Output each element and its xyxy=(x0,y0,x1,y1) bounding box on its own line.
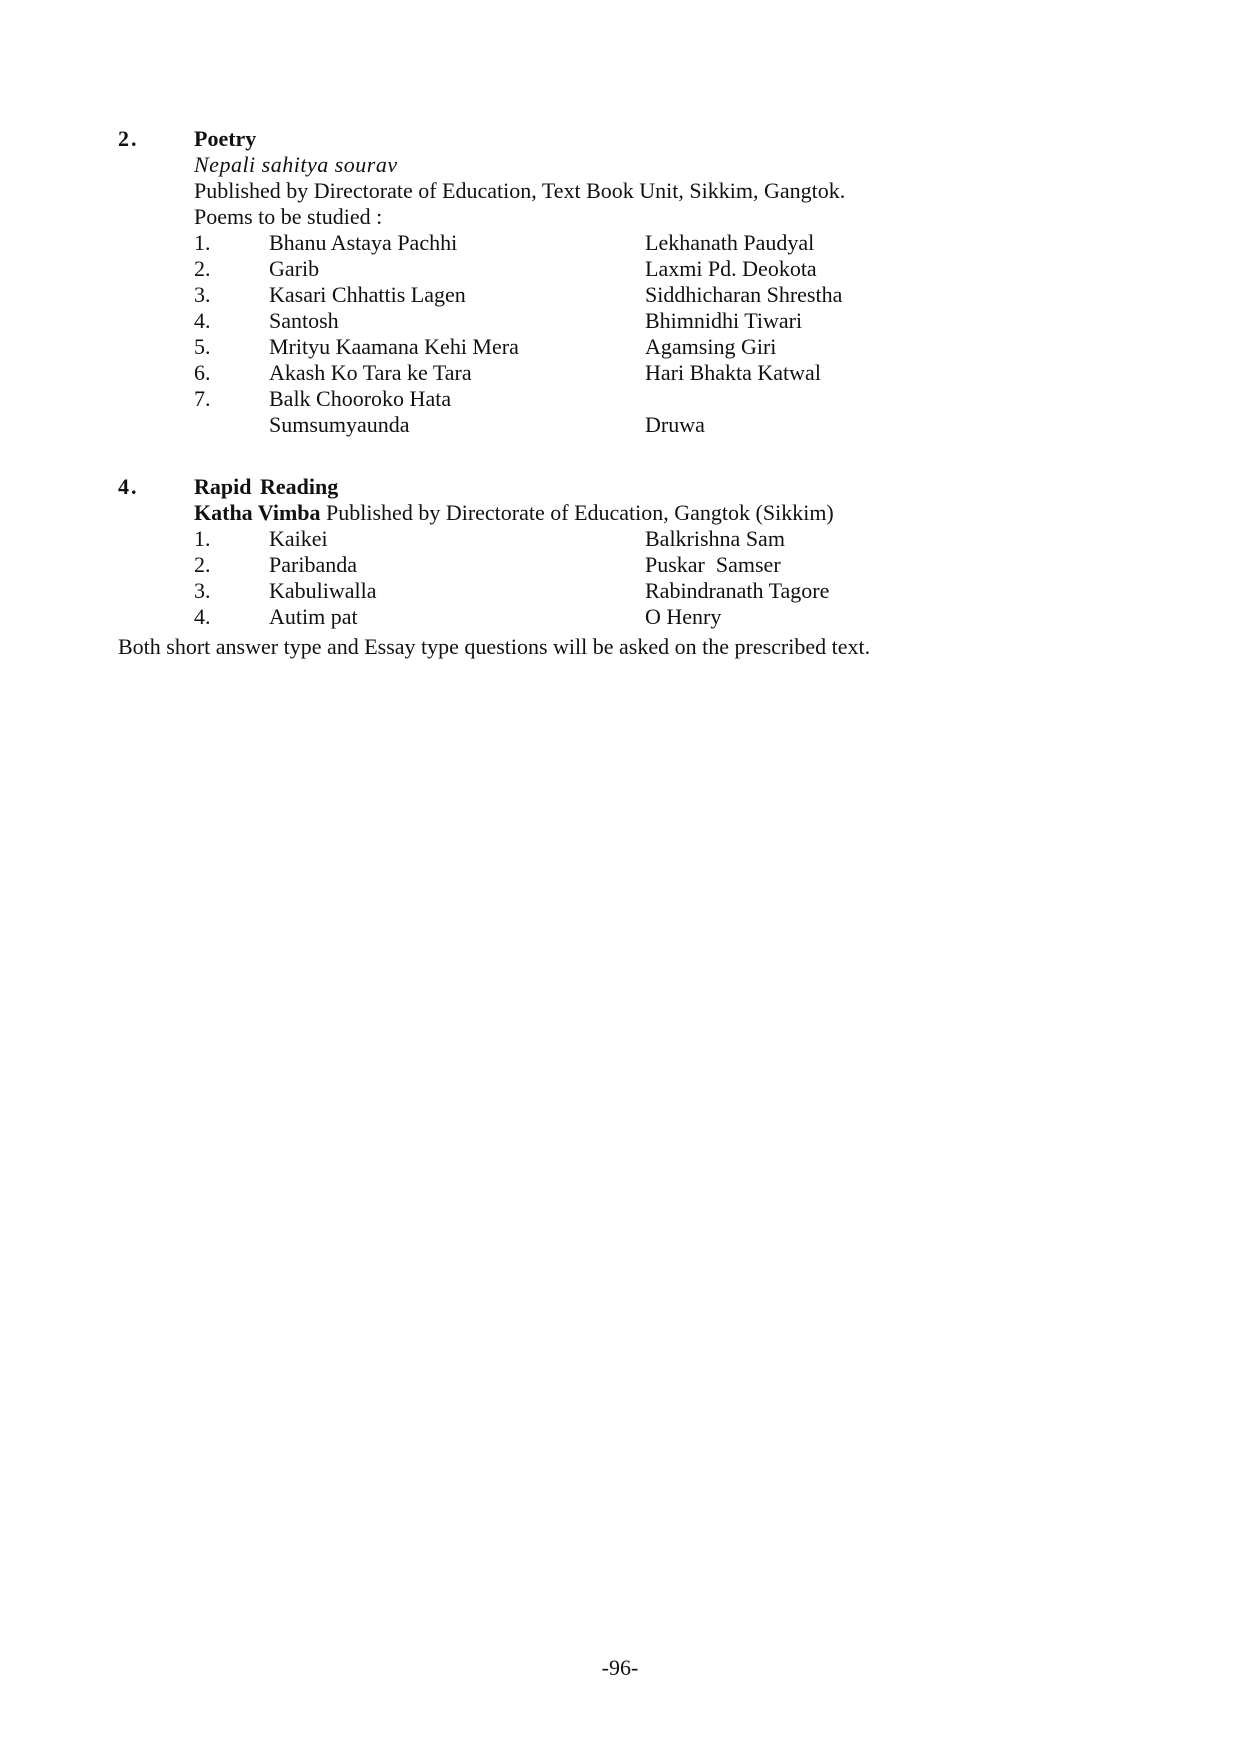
item-title: Balk Chooroko Hata xyxy=(269,386,452,411)
item-number: 2. xyxy=(194,256,211,281)
list-item xyxy=(194,604,1118,630)
item-author: Lekhanath Paudyal xyxy=(645,230,815,255)
closing-note: Both short answer type and Essay type questions will be asked on the prescribed text. xyxy=(118,634,871,659)
item-author: Druwa xyxy=(645,412,705,437)
list-item xyxy=(194,360,1118,386)
item-author: Puskar Samser xyxy=(645,552,781,577)
item-author: Rabindranath Tagore xyxy=(645,578,830,603)
item-author: Agamsing Giri xyxy=(645,334,777,359)
item-title: Kasari Chhattis Lagen xyxy=(269,282,466,307)
item-author: Balkrishna Sam xyxy=(645,526,785,551)
item-title: Akash Ko Tara ke Tara xyxy=(269,360,472,385)
publisher-line: Published by Directorate of Education, Gangtok (Sikkim) xyxy=(320,500,834,525)
item-number: 3. xyxy=(194,282,211,307)
item-number: 6. xyxy=(194,360,211,385)
list-item xyxy=(194,256,1118,282)
item-author: O Henry xyxy=(645,604,722,629)
section-heading xyxy=(118,126,1118,152)
item-number: 7. xyxy=(194,386,211,411)
item-number: 4. xyxy=(194,604,211,629)
item-number: 1. xyxy=(194,230,211,255)
item-title: Kaikei xyxy=(269,526,328,551)
item-title: Autim pat xyxy=(269,604,358,629)
poem-list xyxy=(194,230,1118,438)
page-number: -96- xyxy=(601,1655,639,1680)
section-rapid-reading xyxy=(118,474,1118,630)
section-heading xyxy=(118,474,1118,500)
list-item xyxy=(194,282,1118,308)
list-item-continuation xyxy=(194,412,1118,438)
book-title: Katha Vimba xyxy=(194,500,321,525)
list-item xyxy=(194,334,1118,360)
item-title: Garib xyxy=(269,256,320,281)
item-title: Paribanda xyxy=(269,552,357,577)
section-poetry xyxy=(118,126,1118,438)
section-number: 2. xyxy=(118,126,139,151)
item-number xyxy=(194,412,269,438)
item-title: Sumsumyaunda xyxy=(269,412,410,437)
book-title: Nepali sahitya sourav xyxy=(194,152,398,177)
item-author: Siddhicharan Shrestha xyxy=(645,282,843,307)
list-item xyxy=(194,526,1118,552)
list-intro: Poems to be studied : xyxy=(194,204,383,229)
section-number: 4. xyxy=(118,474,139,499)
list-item xyxy=(194,578,1118,604)
item-number: 5. xyxy=(194,334,211,359)
item-number: 3. xyxy=(194,578,211,603)
list-item xyxy=(194,386,1118,412)
item-author: Laxmi Pd. Deokota xyxy=(645,256,817,281)
list-item xyxy=(194,308,1118,334)
book-line xyxy=(194,500,1118,526)
section-title: Poetry xyxy=(194,126,257,151)
item-number: 2. xyxy=(194,552,211,577)
item-title: Mrityu Kaamana Kehi Mera xyxy=(269,334,519,359)
item-number: 4. xyxy=(194,308,211,333)
item-author: Bhimnidhi Tiwari xyxy=(645,308,803,333)
item-title: Kabuliwalla xyxy=(269,578,377,603)
list-item xyxy=(194,230,1118,256)
item-author: Hari Bhakta Katwal xyxy=(645,360,821,385)
item-number: 1. xyxy=(194,526,211,551)
list-item xyxy=(194,552,1118,578)
publisher-line: Published by Directorate of Education, Text Book Unit, Sikkim, Gangtok. xyxy=(194,178,846,203)
item-title: Bhanu Astaya Pachhi xyxy=(269,230,458,255)
story-list xyxy=(194,526,1118,630)
item-title: Santosh xyxy=(269,308,339,333)
section-title: Rapid Reading xyxy=(194,474,339,499)
